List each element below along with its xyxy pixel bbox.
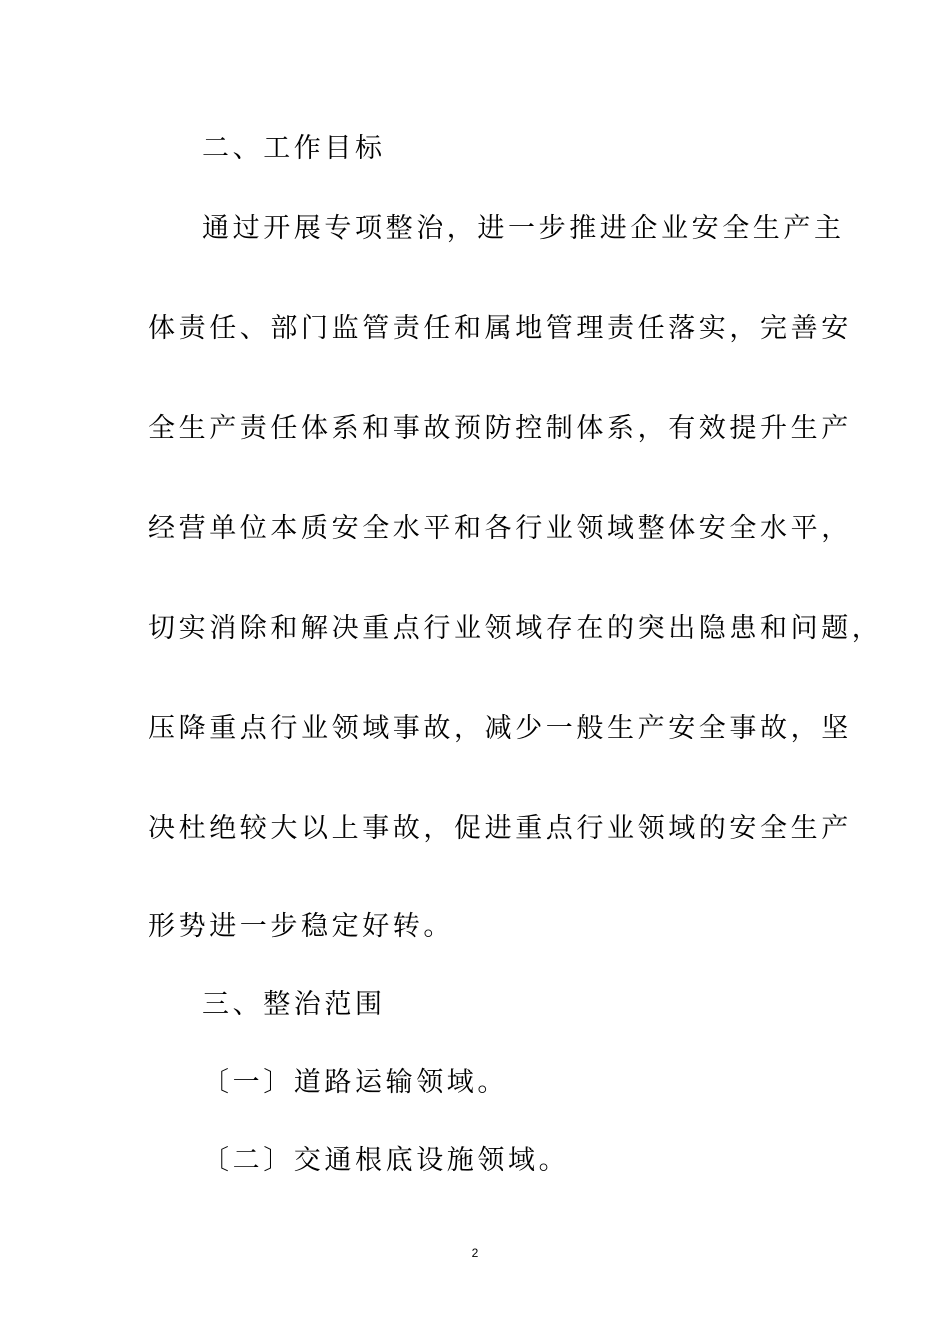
paragraph-line: 经营单位本质安全水平和各行业领域整体安全水平， — [148, 513, 852, 544]
list-item: 〔一〕道路运输领域。 — [202, 1067, 508, 1098]
paragraph-line: 通过开展专项整治，进一步推进企业安全生产主 — [202, 213, 845, 244]
paragraph-line: 切实消除和解决重点行业领域存在的突出隐患和问题， — [148, 613, 883, 644]
paragraph-line: 压降重点行业领域事故，减少一般生产安全事故，坚 — [148, 713, 852, 744]
paragraph-line: 决杜绝较大以上事故，促进重点行业领域的安全生产 — [148, 813, 852, 844]
paragraph-line: 全生产责任体系和事故预防控制体系，有效提升生产 — [148, 413, 852, 444]
page-number: 2 — [471, 1246, 479, 1260]
list-item: 〔二〕交通根底设施领域。 — [202, 1145, 570, 1176]
paragraph-line: 体责任、部门监管责任和属地管理责任落实，完善安 — [148, 313, 852, 344]
paragraph-line: 形势进一步稳定好转。 — [148, 911, 454, 942]
section-heading-scope: 三、整治范围 — [202, 989, 386, 1020]
section-heading-goals: 二、工作目标 — [202, 133, 386, 164]
